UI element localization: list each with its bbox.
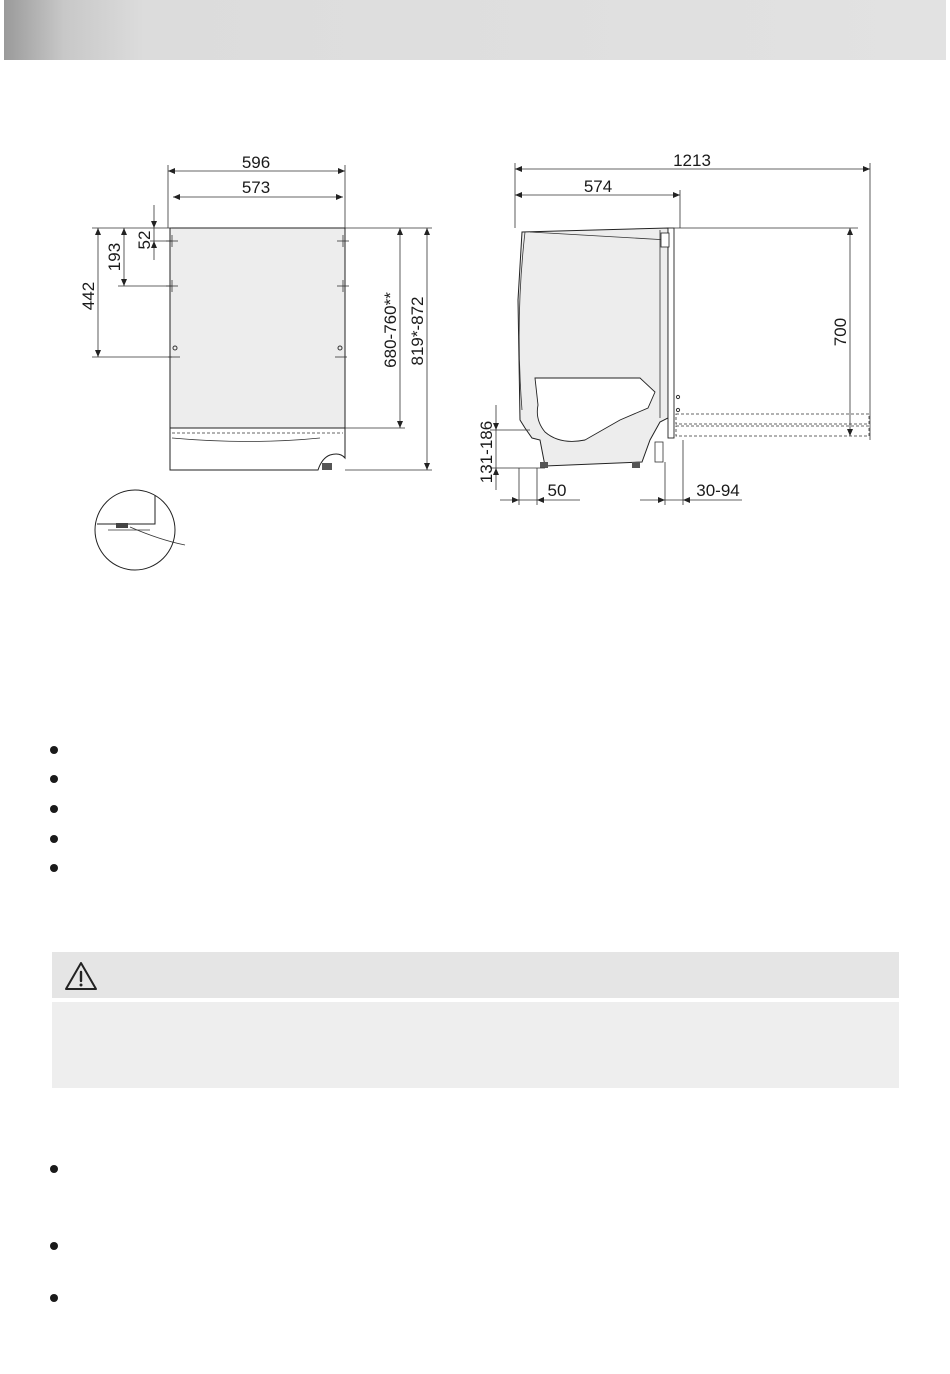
dim-total-depth: 1213 <box>673 151 711 170</box>
list-item <box>50 805 58 813</box>
dim-overall-width: 596 <box>241 153 271 172</box>
dim-hole-top: 52 <box>135 230 154 250</box>
dim-height: 700 <box>831 317 850 347</box>
list-item <box>50 746 58 754</box>
list-item <box>50 1242 58 1250</box>
warning-header <box>52 952 899 998</box>
warning-body <box>52 1002 899 1088</box>
installation-dimensions-drawing <box>0 0 950 600</box>
list-item <box>50 864 58 872</box>
dim-hole-low: 442 <box>79 281 98 311</box>
dim-foot-offset: 50 <box>547 481 567 500</box>
dim-plinth-height: 131-186 <box>477 420 496 484</box>
dim-total-height: 819*-872 <box>408 296 427 366</box>
dim-body-depth: 574 <box>583 177 613 196</box>
side-view <box>477 151 870 505</box>
detail-circle <box>95 490 185 570</box>
dim-inner-width: 573 <box>241 178 271 197</box>
list-item <box>50 1294 58 1302</box>
list-item <box>50 835 58 843</box>
list-item <box>50 775 58 783</box>
dim-hole-mid: 193 <box>105 242 124 272</box>
dim-door-gap: 30-94 <box>696 481 740 500</box>
warning-triangle-icon <box>64 960 98 992</box>
dim-door-height: 680-760** <box>381 292 400 368</box>
list-item <box>50 1165 58 1173</box>
front-panel <box>170 228 345 428</box>
front-view <box>79 153 432 570</box>
